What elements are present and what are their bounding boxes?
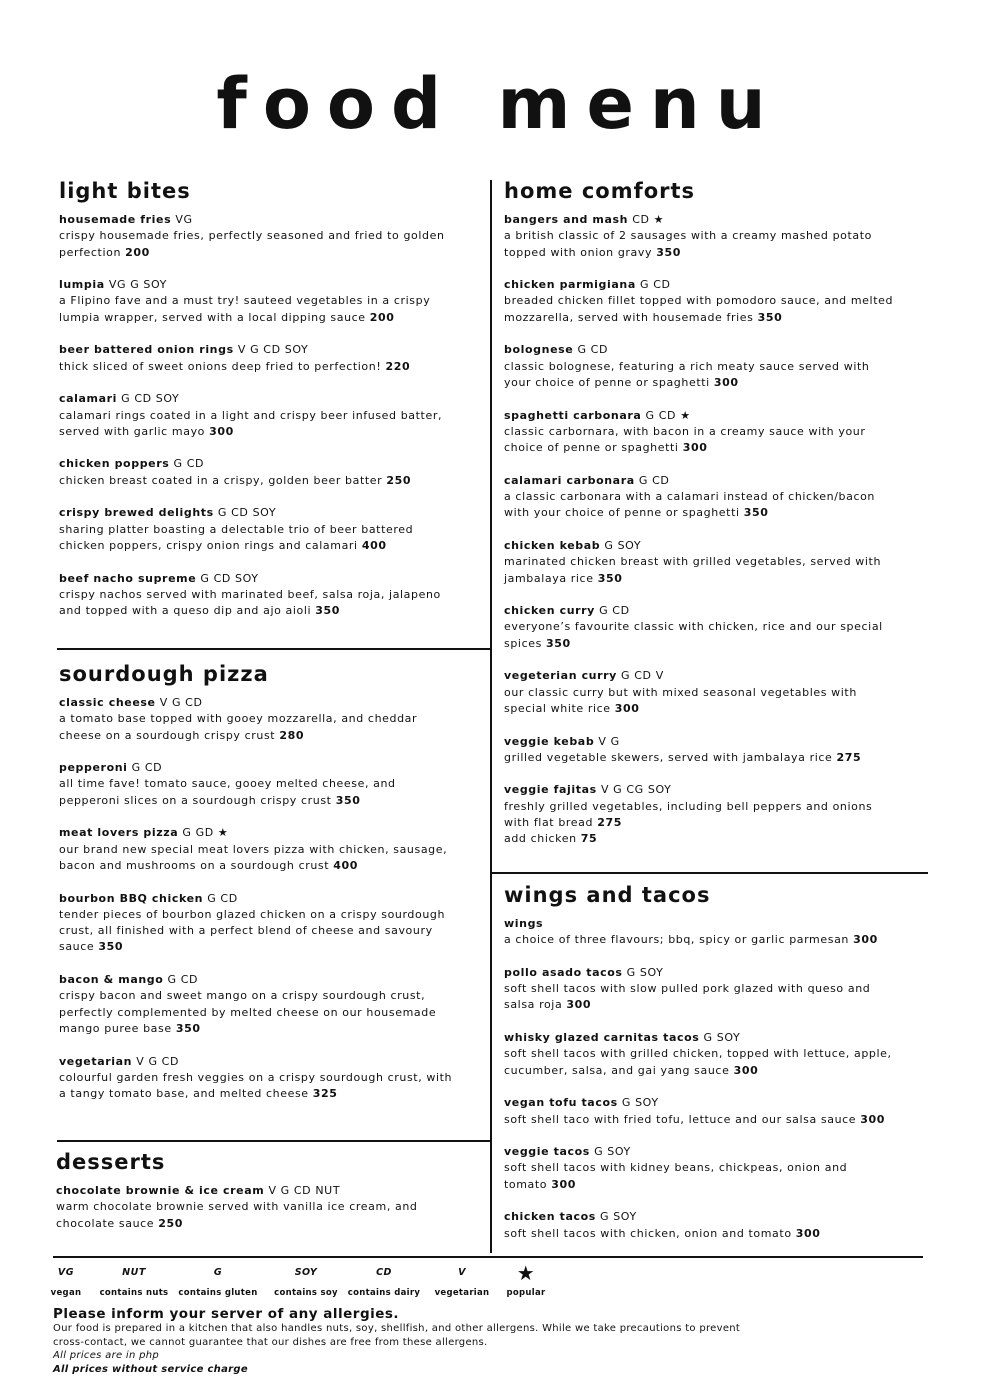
item-tags: G CD [207, 891, 238, 905]
item-tags: G CD SOY [217, 506, 277, 520]
item-tags: G CD [167, 973, 199, 987]
item-price: 350 [597, 571, 623, 585]
item-price: 300 [551, 1177, 577, 1191]
item-tags: G CD SOY [200, 571, 259, 585]
legend-label: contains nuts [99, 1288, 169, 1298]
menu-item [59, 760, 459, 809]
divider-pizza [57, 648, 491, 650]
item-name: vegetarian [59, 1054, 133, 1068]
item-name: bourbon BBQ chicken [59, 891, 204, 905]
item-description: classic carbornara, with bacon in a creamy sauce with your choice of penne or spaghetti [504, 424, 866, 455]
item-price: 250 [386, 473, 412, 487]
item-description: marinated chicken breast with grilled vegetables, served with jambalaya rice [504, 555, 882, 585]
item-name: bangers and mash [504, 213, 629, 226]
item-tags: G CD [577, 343, 609, 357]
column-divider [490, 180, 492, 1253]
menu-item [504, 782, 894, 847]
menu-item [59, 972, 459, 1037]
menu-item [504, 965, 894, 1014]
item-tags: VG G SOY [108, 278, 167, 292]
item-tags: G CD [173, 457, 205, 471]
section-title: sourdough pizza [59, 662, 269, 686]
item-description: sharing platter boasting a delectable trio of beer battered chicken poppers, crispy onion rings and calamari [59, 522, 414, 552]
item-name: chicken kebab [504, 538, 601, 552]
legend-label: contains soy [274, 1288, 338, 1298]
item-description: soft shell taco with fried tofu, lettuce and our salsa sauce [504, 1112, 857, 1126]
legend-code: V [458, 1267, 466, 1278]
item-tags: G CD [638, 473, 670, 487]
menu-item [56, 1183, 456, 1232]
menu-item [59, 391, 459, 440]
menu-item [504, 1144, 894, 1193]
item-price: 350 [175, 1021, 201, 1035]
item-tags: G CD ★ [645, 408, 691, 422]
item-price: 280 [279, 728, 305, 742]
item-name: chicken curry [504, 604, 595, 618]
item-tags: V G [598, 734, 620, 748]
item-price: 400 [333, 858, 359, 872]
prices-service-note: All prices without service charge [53, 1363, 248, 1375]
legend-nuts [94, 1262, 174, 1298]
menu-item [59, 825, 459, 874]
item-description: soft shell tacos with grilled chicken, topped with lettuce, apple, cucumber, salsa, and gai yang sauce [504, 1047, 892, 1077]
item-description: crispy nachos served with marinated beef, salsa roja, jalapeno and topped with a queso dip and ajo aioli [59, 587, 441, 618]
legend-code: G [213, 1267, 223, 1278]
item-price: 250 [158, 1216, 184, 1230]
item-name: veggie tacos [504, 1145, 590, 1159]
item-tags: G SOY [621, 1096, 659, 1110]
item-description: crispy housemade fries, perfectly seasoned and fried to golden perfection [59, 229, 445, 259]
item-tags: G CD [599, 604, 630, 618]
legend-label: contains dairy [347, 1288, 421, 1298]
item-name: chicken tacos [504, 1210, 596, 1224]
item-name: calamari [59, 392, 118, 406]
item-price: 350 [656, 245, 681, 259]
item-price: 300 [853, 933, 878, 947]
item-price: 200 [369, 310, 395, 324]
item-name: housemade fries [59, 213, 172, 226]
legend-code: SOY [294, 1267, 318, 1278]
item-name: crispy brewed delights [59, 506, 214, 520]
menu-item [504, 1030, 894, 1079]
item-price: 400 [361, 538, 387, 552]
item-description: everyone’s favourite classic with chicken, rice and our special spices [504, 620, 883, 650]
legend-label: contains gluten [178, 1288, 258, 1298]
menu-item [504, 668, 894, 717]
item-name: classic cheese [59, 696, 156, 709]
legend-code: NUT [122, 1267, 146, 1278]
item-name: pollo asado tacos [504, 965, 623, 979]
item-name: chicken poppers [59, 457, 170, 471]
menu-item [59, 1054, 459, 1103]
section-desserts [56, 1149, 456, 1248]
legend-dairy [344, 1262, 424, 1298]
item-tags: V G CD [136, 1054, 180, 1068]
menu-item [59, 891, 459, 956]
item-price: 275 [597, 815, 622, 829]
item-description: colourful garden fresh veggies on a crispy sourdough crust, with a tangy tomato base, and melted cheese [59, 1070, 453, 1101]
item-tags: G CD SOY [121, 392, 180, 406]
menu-item [504, 473, 894, 522]
legend-gluten [178, 1262, 258, 1298]
section-title: wings and tacos [504, 883, 711, 907]
item-tags: VG [175, 213, 193, 226]
item-description: calamari rings coated in a light and crispy beer infused batter, served with garlic mayo [59, 408, 443, 438]
item-addon-price: 75 [580, 832, 598, 846]
menu-item [59, 695, 459, 744]
item-price: 350 [335, 793, 361, 807]
item-price: 300 [733, 1063, 759, 1077]
menu-item [59, 456, 459, 489]
legend-label: popular [506, 1288, 546, 1298]
section-title: desserts [56, 1150, 166, 1174]
allergy-heading: Please inform your server of any allergies. [53, 1306, 400, 1322]
menu-item [504, 1209, 894, 1242]
item-name: chocolate brownie & ice cream [56, 1184, 265, 1197]
item-price: 300 [614, 701, 640, 715]
item-description: soft shell tacos with slow pulled pork glazed with queso and salsa roja [504, 982, 871, 1012]
item-description: our classic curry but with mixed seasonal vegetables with special white rice [504, 685, 857, 715]
star-icon: ★ [516, 1261, 536, 1285]
item-price: 350 [546, 636, 571, 650]
item-description: classic bolognese, featuring a rich meaty sauce served with your choice of penne or spaghetti [504, 359, 870, 389]
menu-item [504, 212, 894, 261]
item-name: spaghetti carbonara [504, 408, 642, 422]
item-price: 300 [209, 424, 234, 438]
item-price: 200 [125, 245, 150, 259]
menu-item [504, 408, 894, 457]
item-description: chicken breast coated in a crispy, golden beer batter [59, 473, 383, 487]
item-name: bolognese [504, 343, 574, 357]
item-description: crispy bacon and sweet mango on a crispy sourdough crust, perfectly complemented by melted cheese on our housemade mango puree base [59, 989, 437, 1035]
menu-item [59, 571, 459, 620]
item-price: 300 [860, 1112, 886, 1126]
section-wings-and-tacos [504, 882, 894, 1258]
legend-label: vegan [50, 1288, 82, 1298]
allergy-note: Our food is prepared in a kitchen that also handles nuts, soy, shellfish, and other allergens. While we take precautions to prevent cross-contact, we cannot guarantee that our dishes are free from these allergens. [53, 1323, 741, 1348]
item-price: 350 [315, 604, 341, 618]
item-name: vegan tofu tacos [504, 1096, 618, 1110]
item-name: whisky glazed carnitas tacos [504, 1031, 700, 1045]
item-tags: G SOY [626, 965, 664, 979]
item-tags: G SOY [703, 1031, 741, 1045]
menu-item [504, 734, 894, 767]
item-tags: V G CD NUT [268, 1184, 341, 1197]
item-name: meat lovers pizza [59, 826, 179, 840]
item-description: soft shell tacos with kidney beans, chickpeas, onion and tomato [504, 1161, 848, 1191]
menu-item [504, 538, 894, 587]
menu-item [504, 916, 894, 949]
item-tags: G CD [131, 761, 163, 775]
legend-popular [486, 1262, 566, 1298]
item-name: wings [504, 917, 544, 930]
item-description: warm chocolate brownie served with vanilla ice cream, and chocolate sauce [56, 1200, 418, 1230]
menu-title: food menu [216, 63, 782, 145]
item-name: lumpia [59, 278, 105, 292]
item-description: all time fave! tomato sauce, gooey melted cheese, and pepperoni slices on a sourdough crispy crust [59, 777, 396, 807]
item-description: a classic carbonara with a calamari instead of chicken/bacon with your choice of penne or spaghetti [504, 490, 876, 520]
item-name: calamari carbonara [504, 473, 635, 487]
menu-item [59, 277, 459, 326]
item-description: thick sliced of sweet onions deep fried to perfection! [59, 359, 382, 373]
item-tags: G CD V [621, 669, 664, 683]
prices-currency-note: All prices are in php [53, 1350, 160, 1361]
item-description: a british classic of 2 sausages with a creamy mashed potato topped with onion gravy [504, 229, 873, 259]
menu-item [59, 505, 459, 554]
divider-desserts [57, 1140, 491, 1142]
item-description: freshly grilled vegetables, including bell peppers and onions with flat bread [504, 799, 873, 829]
section-light-bites [59, 178, 459, 636]
section-title: home comforts [504, 179, 696, 203]
menu-item [504, 342, 894, 391]
item-tags: CD ★ [632, 213, 665, 226]
item-name: chicken parmigiana [504, 278, 636, 292]
menu-item [59, 342, 459, 375]
item-price: 220 [385, 359, 411, 373]
legend-code: VG [57, 1267, 75, 1278]
item-name: beef nacho supreme [59, 571, 197, 585]
item-name: vegeterian curry [504, 669, 617, 683]
legend-code: CD [376, 1267, 392, 1278]
item-tags: V G CD [159, 696, 203, 709]
item-price: 350 [98, 940, 124, 954]
menu-item [59, 212, 459, 261]
item-description: our brand new special meat lovers pizza with chicken, sausage, bacon and mushrooms on a sourdough crust [59, 842, 448, 872]
item-description: soft shell tacos with chicken, onion and tomato [504, 1226, 792, 1240]
item-tags: G SOY [594, 1145, 631, 1159]
allergy-footer [53, 1306, 933, 1376]
item-tags: V G CG SOY [600, 783, 672, 797]
item-name: beer battered onion rings [59, 343, 234, 357]
divider-wings [492, 872, 928, 874]
item-price: 300 [795, 1226, 821, 1240]
item-tags: G SOY [604, 538, 642, 552]
section-home-comforts [504, 178, 894, 864]
item-price: 350 [757, 310, 783, 324]
item-tags: V G CD SOY [237, 343, 309, 357]
item-price: 350 [743, 506, 769, 520]
item-tags: G GD ★ [182, 826, 229, 840]
legend-label: vegetarian [434, 1288, 490, 1298]
item-name: veggie kebab [504, 734, 595, 748]
legend-soy [266, 1262, 346, 1298]
item-name: veggie fajitas [504, 783, 597, 797]
item-price: 325 [312, 1087, 338, 1101]
item-name: pepperoni [59, 761, 128, 775]
menu-item [504, 277, 894, 326]
item-description: a choice of three flavours; bbq, spicy or garlic parmesan [504, 933, 849, 947]
item-addon: add chicken [504, 832, 577, 846]
section-sourdough-pizza [59, 661, 459, 1119]
item-description: breaded chicken fillet topped with pomodoro sauce, and melted mozzarella, served with housemade fries [504, 294, 894, 324]
item-tags: G SOY [600, 1210, 637, 1224]
item-price: 300 [682, 441, 708, 455]
menu-item [504, 603, 894, 652]
section-title: light bites [59, 179, 191, 203]
menu-item [504, 1095, 894, 1128]
item-price: 300 [713, 375, 739, 389]
item-price: 275 [836, 750, 862, 764]
item-tags: G CD [639, 278, 671, 292]
item-description: a tomato base topped with gooey mozzarella, and cheddar cheese on a sourdough crispy crust [59, 712, 418, 742]
item-description: a Flipino fave and a must try! sauteed vegetables in a crispy lumpia wrapper, served with a local dipping sauce [59, 294, 431, 324]
item-description: tender pieces of bourbon glazed chicken on a crispy sourdough crust, all finished with a perfect blend of cheese and savoury sauce [59, 907, 446, 954]
item-description: grilled vegetable skewers, served with jambalaya rice [504, 750, 833, 764]
item-name: bacon & mango [59, 973, 164, 987]
item-price: 300 [566, 998, 592, 1012]
